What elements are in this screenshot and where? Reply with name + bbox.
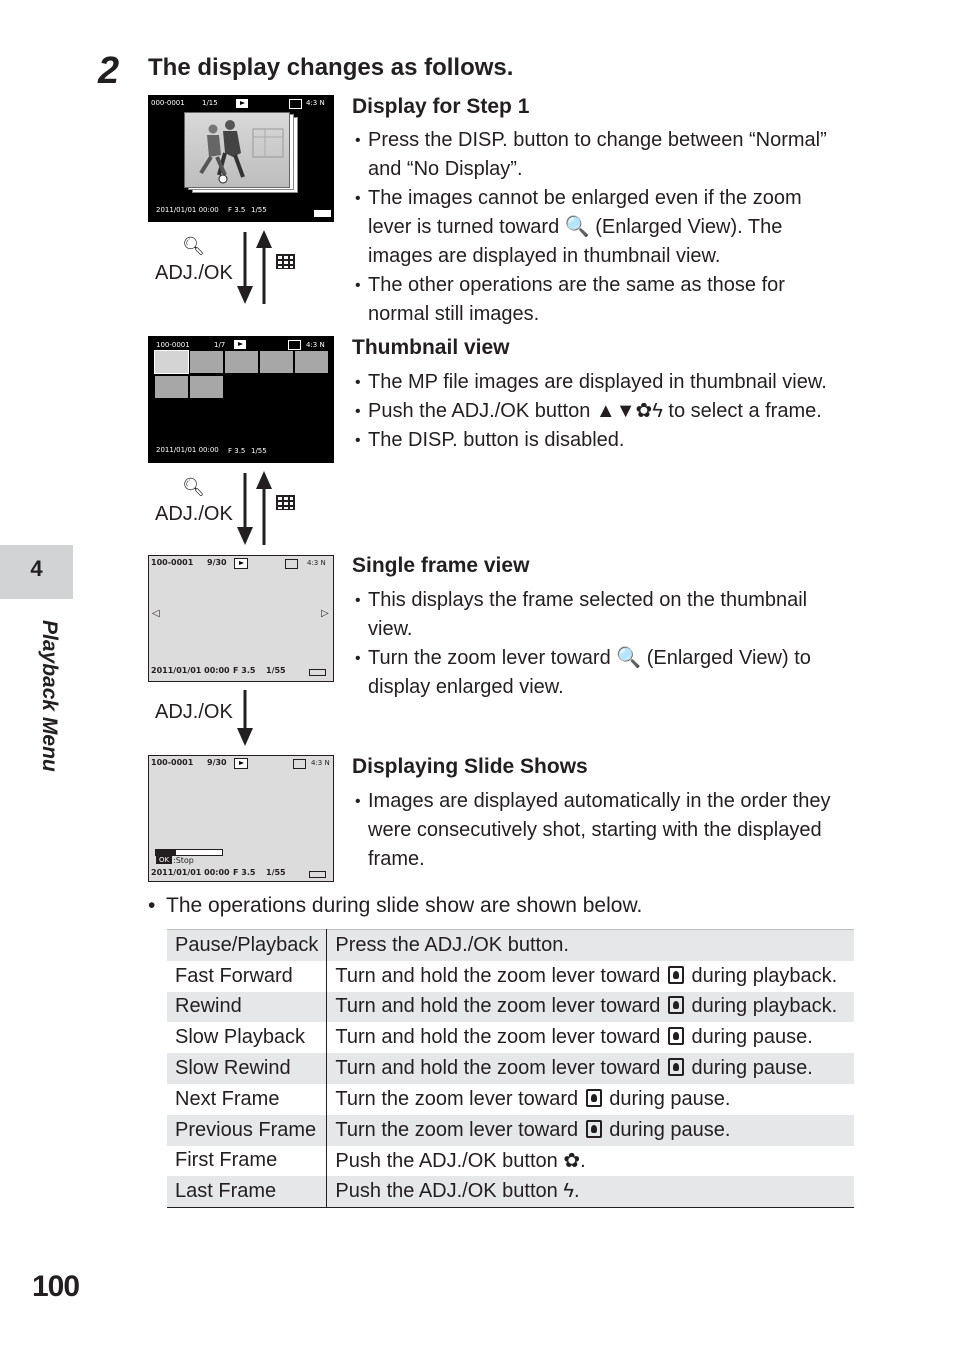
adj-ok-label: ADJ./OK <box>155 503 233 525</box>
play-icon <box>236 99 248 108</box>
operation-name: Slow Playback <box>167 1022 327 1053</box>
play-icon <box>234 340 246 349</box>
operations-intro-text: The operations during slide show are shown below. <box>166 894 643 917</box>
zoom-telephoto-icon <box>668 966 684 984</box>
file-number: 100-0001 <box>156 341 190 349</box>
section-title-thumbnail-view: Thumbnail view <box>352 336 510 359</box>
section-title-single-frame: Single frame view <box>352 554 530 577</box>
thumbnail <box>155 376 188 398</box>
slideshow-progress-bar <box>155 849 223 856</box>
section-title-display-step1: Display for Step 1 <box>352 95 530 118</box>
desc-text: . <box>580 1150 586 1173</box>
zoom-telephoto-icon <box>586 1089 602 1107</box>
chevron-left-icon: ◁ <box>152 608 160 619</box>
desc-text: Turn and hold the zoom lever toward <box>335 995 661 1018</box>
operation-name: Fast Forward <box>167 961 327 992</box>
zoom-wide-icon <box>668 996 684 1014</box>
file-number: 000-0001 <box>151 99 185 107</box>
operation-desc: Press the ADJ./OK button. <box>327 930 854 961</box>
bullet: • Turn the zoom lever toward 🔍 (Enlarged View) to display enlarged view. <box>352 644 857 702</box>
operation-name: Rewind <box>167 992 327 1023</box>
operation-desc <box>327 1146 854 1177</box>
operations-intro <box>148 894 642 918</box>
desc-text: during pause. <box>609 1087 731 1110</box>
ok-button-icon: OK <box>156 856 172 864</box>
thumbnail-grid-icon <box>276 254 295 269</box>
zoom-wide-icon <box>668 1058 684 1076</box>
thumbnail <box>190 351 223 373</box>
operations-table <box>167 929 854 1208</box>
battery-icon <box>314 210 331 217</box>
desc-text: Turn and hold the zoom lever toward <box>335 1026 661 1049</box>
sd-card-icon <box>289 99 302 109</box>
desc-text: . <box>573 1180 580 1203</box>
zoom-telephoto-icon <box>668 1027 684 1045</box>
table-row <box>167 1053 854 1084</box>
screen-single-frame <box>148 555 334 682</box>
shutter-speed: 1/55 <box>266 666 286 675</box>
screen-thumbnail-view <box>148 336 334 463</box>
sd-card-icon <box>293 759 306 769</box>
play-icon <box>234 558 248 569</box>
operation-desc <box>327 1022 854 1053</box>
slideshow-progress-fill <box>156 850 176 855</box>
section-bullets-thumbnail-view <box>352 368 847 455</box>
operation-desc <box>327 961 854 992</box>
step-number: 2 <box>98 50 119 92</box>
operation-name: Last Frame <box>167 1176 327 1207</box>
aperture: F 3.5 <box>233 666 256 675</box>
frame-count: 1/15 <box>202 99 218 107</box>
operation-desc <box>327 1176 854 1207</box>
photo-soccer-players <box>184 112 290 188</box>
desc-text: during playback. <box>691 995 838 1018</box>
step-title: The display changes as follows. <box>148 54 514 81</box>
table-row <box>167 1022 854 1053</box>
battery-icon <box>309 669 326 676</box>
transition-arrows <box>234 471 274 547</box>
screen-display-step1 <box>148 95 334 222</box>
desc-text: Turn the zoom lever toward <box>335 1118 579 1141</box>
shutter-speed: 1/55 <box>251 447 267 455</box>
desc-text: Turn the zoom lever toward <box>335 1087 579 1110</box>
table-row <box>167 1084 854 1115</box>
adj-ok-label: ADJ./OK <box>155 701 233 723</box>
date-time: 2011/01/01 00:00 <box>156 446 219 454</box>
file-number: 100-0001 <box>151 558 194 567</box>
desc-text: Turn and hold the zoom lever toward <box>335 1057 661 1080</box>
desc-text: during playback. <box>691 964 838 987</box>
bullet: • The DISP. button is disabled. <box>352 426 847 455</box>
thumbnail <box>190 376 223 398</box>
chevron-right-icon: ▷ <box>321 608 329 619</box>
operation-name: Pause/Playback <box>167 930 327 961</box>
table-row <box>167 1146 854 1177</box>
desc-text: Push the ADJ./OK button <box>335 1180 558 1203</box>
zoom-wide-icon <box>586 1120 602 1138</box>
date-time: 2011/01/01 00:00 <box>156 206 219 214</box>
operation-desc <box>327 992 854 1023</box>
magnify-icon: 🔍︎ <box>182 477 205 497</box>
thumbnail <box>225 351 258 373</box>
bullet: • The MP file images are displayed in thumbnail view. <box>352 368 847 397</box>
thumbnail-selected <box>155 351 188 373</box>
section-bullets-display-step1 <box>352 126 847 329</box>
adj-ok-label: ADJ./OK <box>155 262 233 284</box>
operation-desc <box>327 1084 854 1115</box>
table-row <box>167 1115 854 1146</box>
thumbnail-grid <box>155 351 329 399</box>
soccer-illustration <box>185 113 289 187</box>
table-row <box>167 961 854 992</box>
bullet: • Images are displayed automatically in the order they were consecutively shot, starting with the displayed frame. <box>352 787 832 874</box>
resolution: 4:3 N <box>311 759 330 767</box>
screen-slide-show <box>148 755 334 882</box>
thumbnail-grid-icon <box>276 495 295 510</box>
section-bullets-slide-shows <box>352 787 832 874</box>
thumbnail <box>260 351 293 373</box>
stop-label: :Stop <box>173 856 194 865</box>
operation-name: Next Frame <box>167 1084 327 1115</box>
resolution: 4:3 N <box>306 341 325 349</box>
aperture: F 3.5 <box>228 447 246 455</box>
bullet-dot: • <box>148 894 156 917</box>
magnify-icon: 🔍︎ <box>182 236 205 256</box>
date-time: 2011/01/01 00:00 <box>151 666 230 675</box>
page-number: 100 <box>32 1270 80 1303</box>
bullet: • The other operations are the same as those for normal still images. <box>352 271 847 329</box>
bullet: • This displays the frame selected on the thumbnail view. <box>352 586 857 644</box>
table-row <box>167 992 854 1023</box>
file-number: 100-0001 <box>151 758 194 767</box>
desc-text: during pause. <box>691 1026 813 1049</box>
desc-text: Push the ADJ./OK button <box>335 1150 558 1173</box>
desc-text: during pause. <box>609 1118 731 1141</box>
play-icon <box>234 758 248 769</box>
operation-desc <box>327 1053 854 1084</box>
macro-icon: ✿ <box>563 1150 581 1173</box>
frame-count: 1/7 <box>214 341 226 349</box>
chapter-number: 4 <box>30 556 43 581</box>
battery-icon <box>309 871 326 878</box>
operation-name: Previous Frame <box>167 1115 327 1146</box>
operation-name: First Frame <box>167 1146 327 1177</box>
down-arrow <box>234 688 258 748</box>
thumbnail <box>295 351 328 373</box>
shutter-speed: 1/55 <box>251 206 267 214</box>
section-title-slide-shows: Displaying Slide Shows <box>352 755 588 778</box>
frame-count: 9/30 <box>207 758 227 767</box>
section-bullets-single-frame <box>352 586 857 702</box>
bullet: • Push the ADJ./OK button ▲▼✿ϟ to select a frame. <box>352 397 847 426</box>
resolution: 4:3 N <box>306 99 325 107</box>
frame-count: 9/30 <box>207 558 227 567</box>
table-row <box>167 930 854 961</box>
bullet: • Press the DISP. button to change between “Normal” and “No Display”. <box>352 126 847 184</box>
aperture: F 3.5 <box>233 868 256 877</box>
desc-text: Turn and hold the zoom lever toward <box>335 964 661 987</box>
chapter-label: Playback Menu <box>38 620 61 772</box>
operation-desc <box>327 1115 854 1146</box>
shutter-speed: 1/55 <box>266 868 286 877</box>
operation-name: Slow Rewind <box>167 1053 327 1084</box>
table-row <box>167 1176 854 1207</box>
desc-text: during pause. <box>691 1057 813 1080</box>
flash-icon: ϟ <box>563 1180 574 1203</box>
transition-arrows <box>234 230 274 306</box>
resolution: 4:3 N <box>307 559 326 567</box>
bullet: • The images cannot be enlarged even if the zoom lever is turned toward 🔍 (Enlarged View). The images are displayed in thumbnail view. <box>352 184 847 271</box>
date-time: 2011/01/01 00:00 <box>151 868 230 877</box>
aperture: F 3.5 <box>228 206 246 214</box>
sd-card-icon <box>285 559 298 569</box>
sd-card-icon <box>288 340 301 350</box>
